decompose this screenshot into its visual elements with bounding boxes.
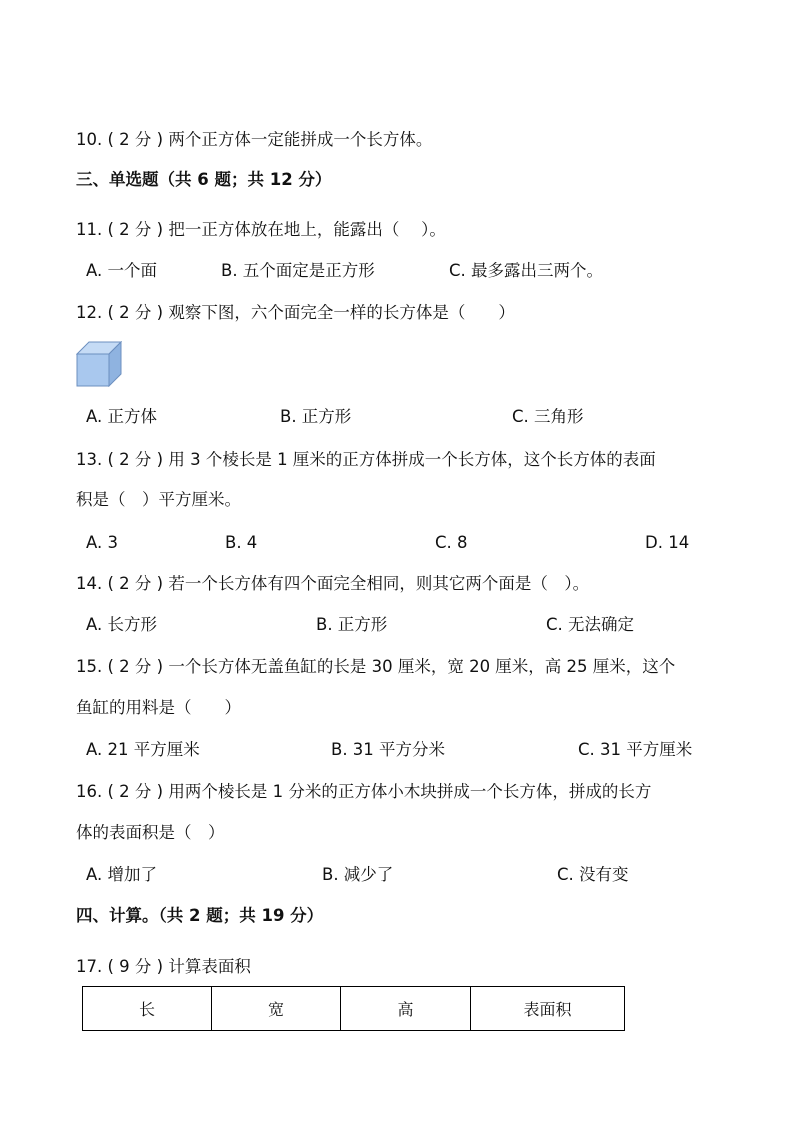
q13-text-line1: 13. ( 2 分 ) 用 3 个棱长是 1 厘米的正方体拼成一个长方体，这个长方体的表面 <box>76 450 656 469</box>
q16-option-c: C. 没有变 <box>557 865 629 884</box>
section-3-heading: 三、单选题（共 6 题；共 12 分） <box>76 170 332 189</box>
q11-option-b: B. 五个面定是正方形 <box>221 261 375 280</box>
q16-text-line2: 体的表面积是（ ） <box>76 823 225 842</box>
q14-option-b: B. 正方形 <box>316 615 388 634</box>
cube-figure <box>76 341 122 387</box>
q11-option-a: A. 一个面 <box>86 261 157 280</box>
q14-option-a: A. 长方形 <box>86 615 157 634</box>
q13-option-c: C. 8 <box>435 533 468 552</box>
q10-text: 10. ( 2 分 ) 两个正方体一定能拼成一个长方体。 <box>76 130 433 149</box>
q16-option-b: B. 减少了 <box>322 865 394 884</box>
table-header-row <box>83 987 625 1031</box>
table-header-width: 宽 <box>212 987 341 1031</box>
section-4-heading: 四、计算。（共 2 题；共 19 分） <box>76 906 324 925</box>
q11-text: 11. ( 2 分 ) 把一正方体放在地上，能露出（ ）。 <box>76 220 446 239</box>
q15-option-a: A. 21 平方厘米 <box>86 740 200 759</box>
q12-option-a: A. 正方体 <box>86 407 157 426</box>
q15-option-b: B. 31 平方分米 <box>331 740 446 759</box>
q15-option-c: C. 31 平方厘米 <box>578 740 693 759</box>
q15-text-line2: 鱼缸的用料是（ ） <box>76 698 241 717</box>
q12-option-b: B. 正方形 <box>280 407 352 426</box>
q12-text: 12. ( 2 分 ) 观察下图，六个面完全一样的长方体是（ ） <box>76 303 515 322</box>
q13-text-line2: 积是（ ）平方厘米。 <box>76 490 241 509</box>
table-header-height: 高 <box>341 987 471 1031</box>
q12-option-c: C. 三角形 <box>512 407 584 426</box>
q14-text: 14. ( 2 分 ) 若一个长方体有四个面完全相同，则其它两个面是（ ）。 <box>76 574 590 593</box>
q17-text: 17. ( 9 分 ) 计算表面积 <box>76 957 251 976</box>
q13-option-a: A. 3 <box>86 533 118 552</box>
q14-option-c: C. 无法确定 <box>546 615 635 634</box>
q13-option-d: D. 14 <box>645 533 690 552</box>
q15-text-line1: 15. ( 2 分 ) 一个长方体无盖鱼缸的长是 30 厘米，宽 20 厘米，高 25 厘米，这个 <box>76 657 676 676</box>
table-header-length: 长 <box>83 987 212 1031</box>
q13-option-b: B. 4 <box>225 533 258 552</box>
cube-front-face <box>77 354 109 386</box>
q16-option-a: A. 增加了 <box>86 865 157 884</box>
q11-option-c: C. 最多露出三两个。 <box>449 261 604 280</box>
surface-area-table <box>82 986 625 1031</box>
table-header-surface-area: 表面积 <box>471 987 625 1031</box>
q16-text-line1: 16. ( 2 分 ) 用两个棱长是 1 分米的正方体小木块拼成一个长方体，拼成的长方 <box>76 782 652 801</box>
